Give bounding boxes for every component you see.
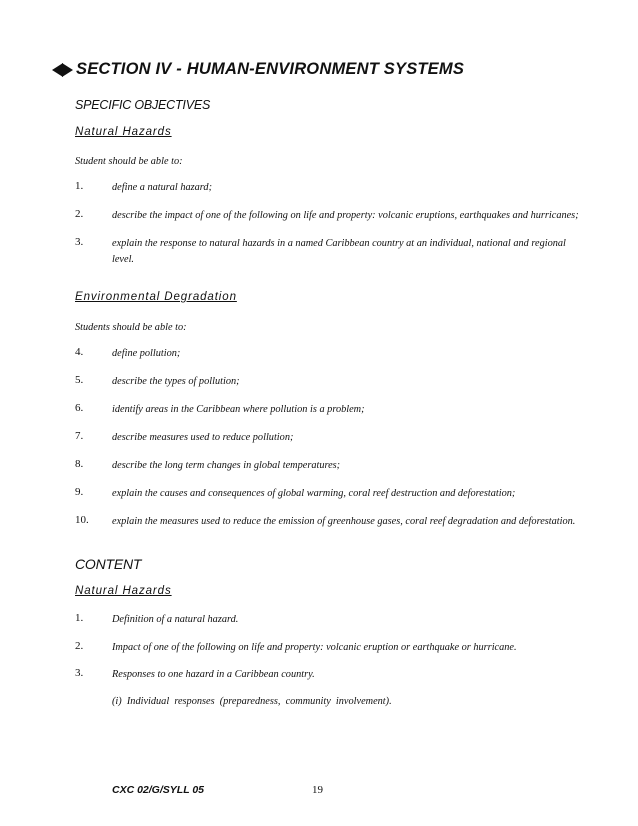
footer-page-number: 19 (312, 784, 323, 796)
item-text: define pollution; (112, 348, 181, 359)
item-number: 8. (75, 458, 84, 470)
item-text: Definition of a natural hazard. (112, 614, 239, 625)
diamond-bullet-icon (52, 63, 63, 77)
footer-syllabus-code: CXC 02/G/SYLL 05 (112, 784, 205, 796)
content-heading: CONTENT (75, 556, 142, 572)
objectives-natural-intro: Student should be able to: (75, 156, 183, 167)
item-number: 10. (75, 514, 89, 526)
item-number: 1. (75, 612, 84, 624)
item-number: 9. (75, 486, 84, 498)
item-number: 6. (75, 402, 84, 414)
section-title-text: SECTION IV - HUMAN-ENVIRONMENT SYSTEMS (76, 60, 465, 78)
objectives-heading: SPECIFIC OBJECTIVES (75, 98, 211, 112)
item-text: describe the types of pollution; (112, 376, 240, 387)
item-number: 3. (75, 236, 84, 248)
item-text: explain the measures used to reduce the emission of greenhouse gases, coral reef degradation and deforestation. (112, 516, 576, 527)
objectives-natural-heading: Natural Hazards (75, 126, 172, 138)
item-number: 5. (75, 374, 84, 386)
item-number: 3. (75, 667, 84, 679)
item-number: 2. (75, 640, 84, 652)
item-number: 4. (75, 346, 84, 358)
item-number: 1. (75, 180, 84, 192)
item-text: describe the long term changes in global temperatures; (112, 460, 341, 471)
content-natural-heading: Natural Hazards (75, 585, 172, 597)
section-title (52, 60, 464, 79)
item-text: Impact of one of the following on life and property: volcanic eruption or earthquake or hurricane. (112, 642, 517, 653)
item-text: describe measures used to reduce pollution; (112, 432, 294, 443)
item-text: explain the response to natural hazards in a named Caribbean country at an individual, national and regional level. (112, 238, 566, 265)
objectives-environmental-heading: Environmental Degradation (75, 291, 237, 303)
objectives-environmental-intro: Students should be able to: (75, 322, 187, 333)
sub-item-text: (i) Individual responses (preparedness, community involvement). (112, 696, 392, 707)
item-text: describe the impact of one of the following on life and property: volcanic eruptions, earthquakes and hurricanes; (112, 210, 579, 221)
item-text: identify areas in the Caribbean where pollution is a problem; (112, 404, 365, 415)
item-text: Responses to one hazard in a Caribbean country. (112, 669, 315, 680)
item-text: explain the causes and consequences of global warming, coral reef destruction and deforestation; (112, 488, 516, 499)
item-text: define a natural hazard; (112, 182, 213, 193)
item-number: 7. (75, 430, 84, 442)
item-number: 2. (75, 208, 84, 220)
